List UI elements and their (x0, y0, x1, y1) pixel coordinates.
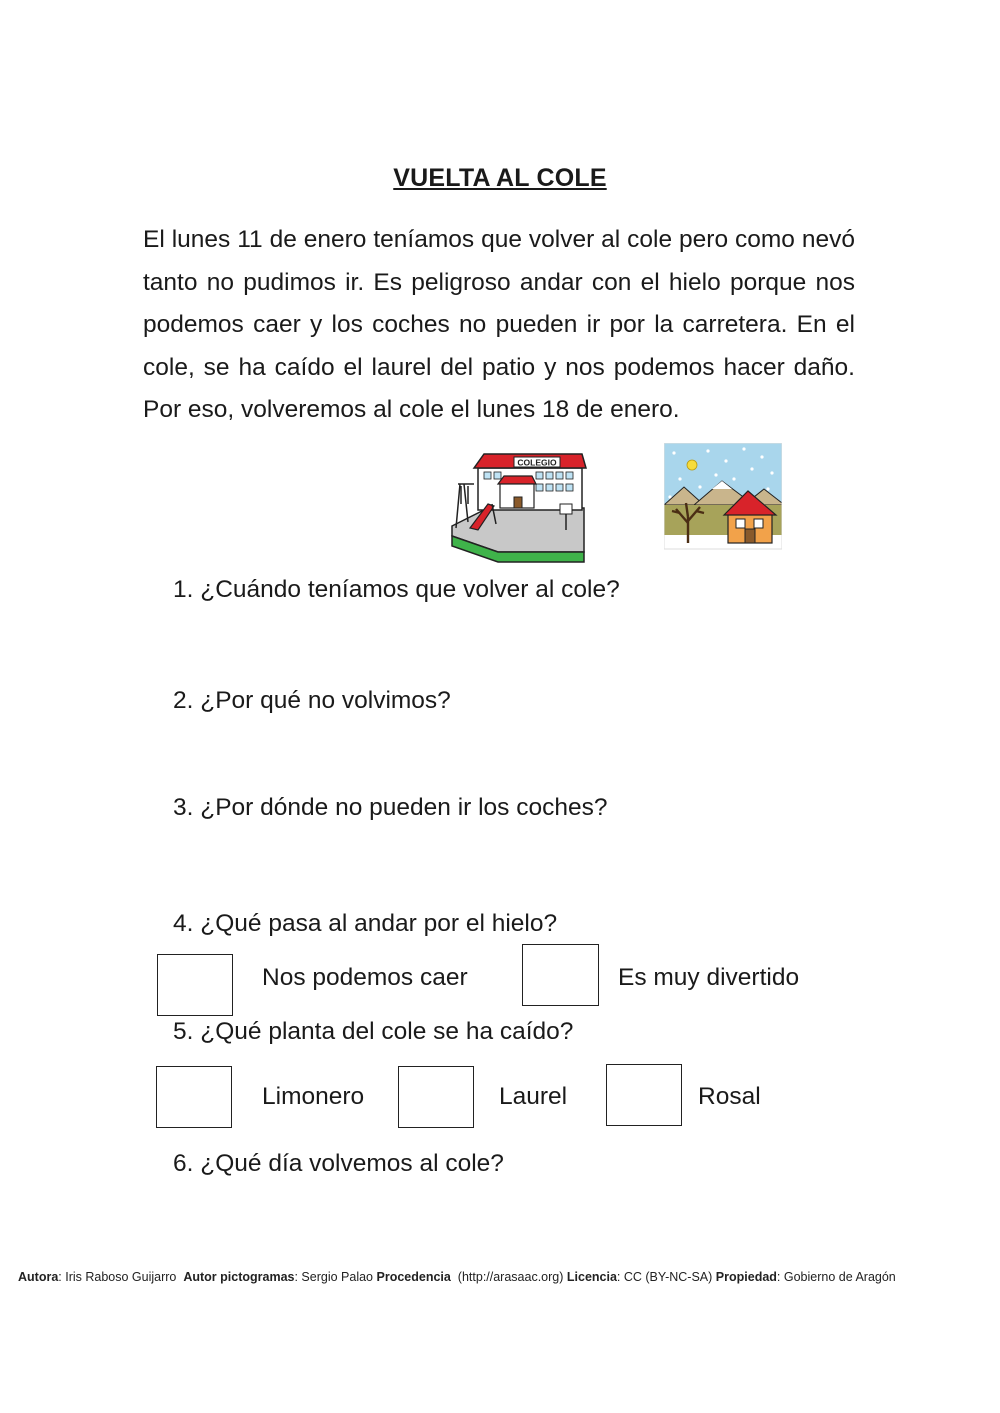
checkbox-laurel[interactable] (398, 1066, 474, 1128)
license-label: Licencia (566, 1270, 617, 1284)
worksheet-title: VUELTA AL COLE (393, 164, 607, 192)
picto-author-label: Autor pictogramas (183, 1270, 295, 1284)
question-4: 4. ¿Qué pasa al andar por el hielo? (173, 910, 558, 937)
question-6: 6. ¿Qué día volvemos al cole? (173, 1150, 504, 1177)
license-value: : CC (BY-NC-SA) (616, 1270, 713, 1284)
source-label: Procedencia (376, 1270, 451, 1284)
credits-footer (18, 1270, 896, 1284)
question-3: 3. ¿Por dónde no pueden ir los coches? (173, 794, 608, 821)
author-name: : Iris Raboso Guijarro (58, 1270, 177, 1284)
owner-label: Propiedad (715, 1270, 777, 1284)
source-url: (http://arasaac.org) (454, 1270, 564, 1284)
checkbox-rosal[interactable] (606, 1064, 682, 1126)
question-2: 2. ¿Por qué no volvimos? (173, 687, 451, 714)
checkbox-limonero[interactable] (156, 1066, 232, 1128)
option-laurel: Laurel (499, 1083, 568, 1110)
snowy-house-pictogram (664, 443, 782, 559)
reading-paragraph: El lunes 11 de enero teníamos que volver al cole pero como nevó tanto no pudimos ir. Es peligroso andar con el hielo porque nos podemos caer y los coches no pueden ir por la carretera. En el cole, se ha caído el laurel del patio y nos podemos hacer daño. Por eso, volveremos al cole el lunes 18 de enero. (143, 226, 855, 423)
checkbox-nos-podemos-caer[interactable] (157, 954, 233, 1016)
option-limonero: Limonero (262, 1083, 365, 1110)
owner-value: : Gobierno de Aragón (776, 1270, 896, 1284)
question-1: 1. ¿Cuándo teníamos que volver al cole? (173, 576, 620, 603)
question-5: 5. ¿Qué planta del cole se ha caído? (173, 1018, 574, 1045)
option-es-muy-divertido: Es muy divertido (618, 964, 800, 991)
option-rosal: Rosal (698, 1083, 761, 1110)
option-nos-podemos-caer: Nos podemos caer (262, 964, 468, 991)
school-pictogram (448, 448, 588, 566)
picto-author-name: : Sergio Palao (294, 1270, 374, 1284)
checkbox-es-muy-divertido[interactable] (522, 944, 599, 1006)
author-label: Autora (18, 1270, 59, 1284)
school-sign-label: COLEGIO (517, 457, 557, 468)
